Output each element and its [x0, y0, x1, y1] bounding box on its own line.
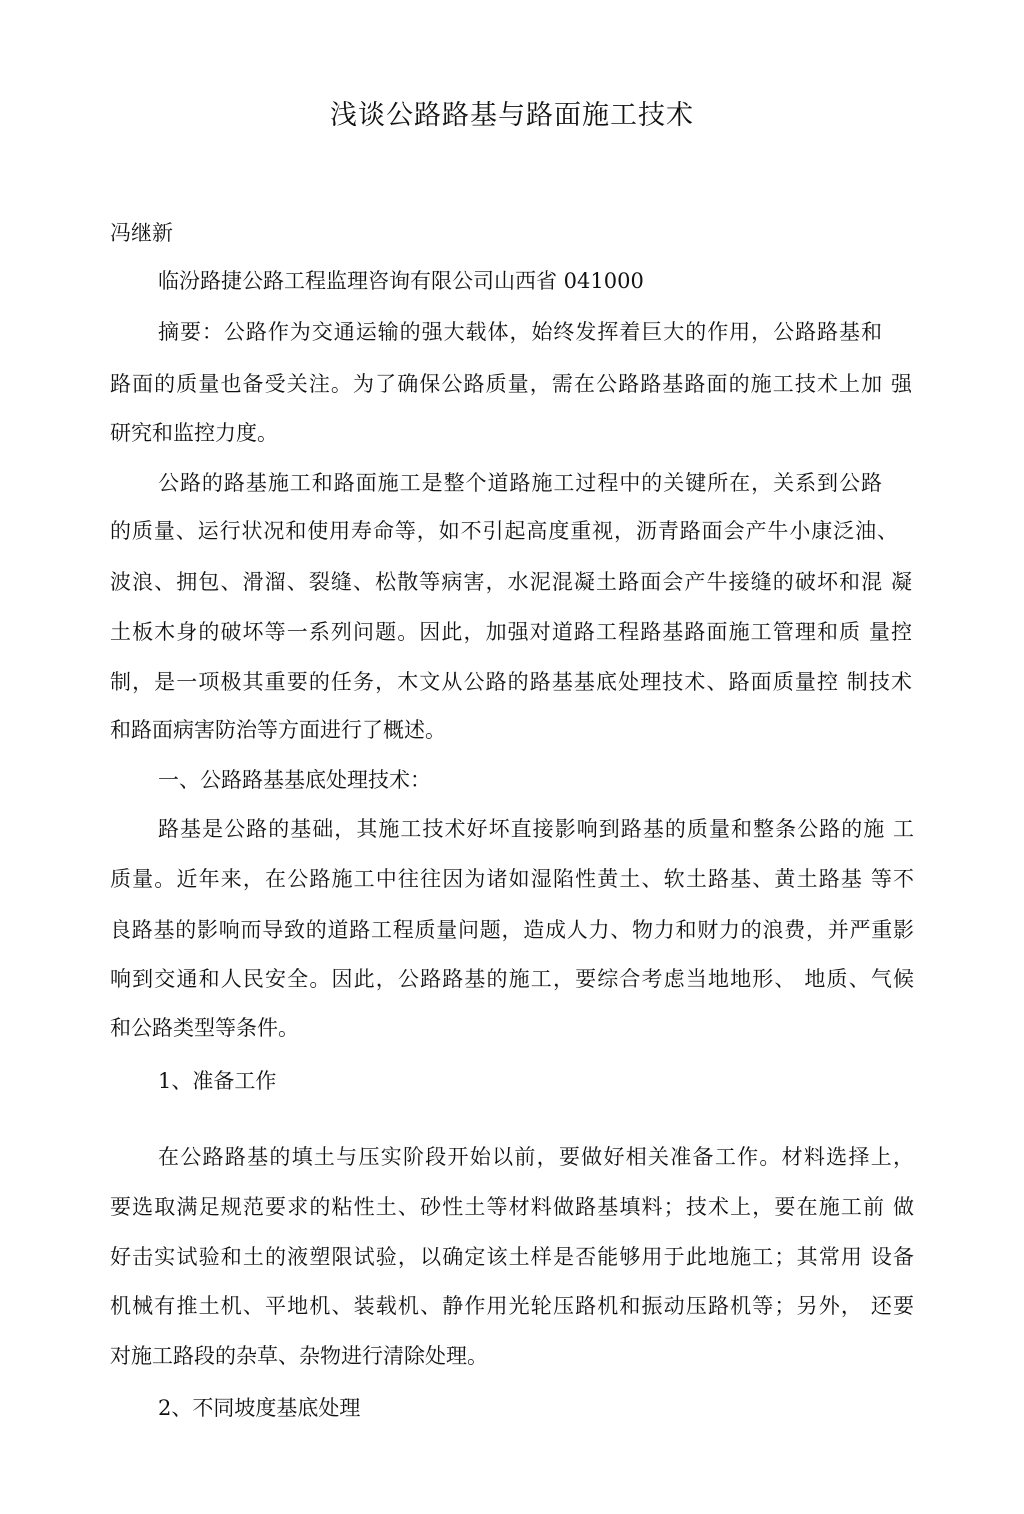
- section-heading: 一、公路路基基底处理技术：: [158, 768, 431, 792]
- author-affiliation: 临汾路捷公路工程监理咨询有限公司山西省 041000: [158, 269, 644, 293]
- paragraph-line: 的质量、运行状况和使用寿命等，如不引起高度重视，沥青路面会产牛小康泛油、: [110, 519, 898, 543]
- paragraph-line: 对施工路段的杂草、杂物进行清除处理。: [110, 1344, 488, 1368]
- abstract-line: 摘要：公路作为交通运输的强大载体，始终发挥着巨大的作用，公路路基和: [158, 320, 882, 344]
- abstract-line: 研究和监控力度。: [110, 421, 278, 445]
- paragraph-line: 和公路类型等条件。: [110, 1016, 299, 1040]
- paragraph-line: 良路基的影响而导致的道路工程质量问题，造成人力、物力和财力的浪费，并严重影: [110, 918, 914, 942]
- paragraph-line: 响到交通和人民安全。因此，公路路基的施工，要综合考虑当地地形、 地质、气候: [110, 967, 914, 991]
- subsection-heading: 1、准备工作: [158, 1069, 277, 1093]
- author-name: 冯继新: [110, 221, 173, 245]
- paragraph-line: 公路的路基施工和路面施工是整个道路施工过程中的关键所在，关系到公路: [158, 471, 882, 495]
- paragraph-line: 和路面病害防治等方面进行了概述。: [110, 718, 446, 742]
- paragraph-line: 在公路路基的填土与压实阶段开始以前，要做好相关准备工作。材料选择上，: [158, 1145, 914, 1169]
- abstract-line: 路面的质量也备受关注。为了确保公路质量，需在公路路基路面的施工技术上加 强: [110, 372, 912, 396]
- paragraph-line: 要选取满足规范要求的粘性土、砂性土等材料做路基填料；技术上，要在施工前 做: [110, 1195, 914, 1219]
- page-title: 浅谈公路路基与路面施工技术: [330, 100, 694, 131]
- subsection-heading: 2、不同坡度基底处理: [158, 1396, 361, 1420]
- paragraph-line: 机械有推土机、平地机、装载机、静作用光轮压路机和振动压路机等；另外， 还要: [110, 1294, 914, 1318]
- paragraph-line: 波浪、拥包、滑溜、裂缝、松散等病害，水泥混凝土路面会产牛接缝的破坏和混 凝: [110, 570, 912, 594]
- paragraph-line: 质量。近年来，在公路施工中往往因为诸如湿陷性黄土、软土路基、黄土路基 等不: [110, 867, 914, 891]
- paragraph-line: 制，是一项极其重要的任务，木文从公路的路基基底处理技术、路面质量控 制技术: [110, 670, 912, 694]
- paragraph-line: 土板木身的破坏等一系列问题。因此，加强对道路工程路基路面施工管理和质 量控: [110, 620, 912, 644]
- paragraph-line: 好击实试验和土的液塑限试验，以确定该土样是否能够用于此地施工；其常用 设备: [110, 1245, 914, 1269]
- paragraph-line: 路基是公路的基础，其施工技术好坏直接影响到路基的质量和整条公路的施 工: [158, 817, 914, 841]
